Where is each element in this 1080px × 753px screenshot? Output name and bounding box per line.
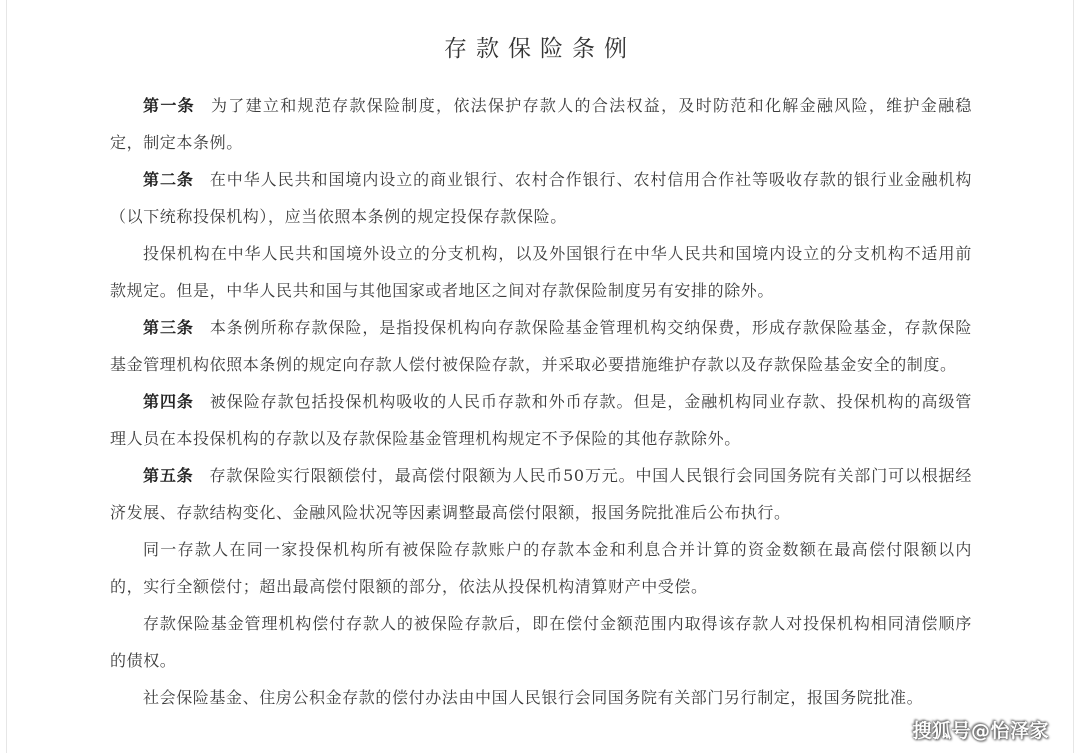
paragraph-text: 社会保险基金、住房公积金存款的偿付办法由中国人民银行会同国务院有关部门另行制定，报国务院批准。	[143, 688, 924, 707]
article-number: 第三条	[143, 318, 194, 337]
paragraph-text: 为了建立和规范存款保险制度，依法保护存款人的合法权益，及时防范和化解金融风险，维护金融稳定，制定本条例。	[110, 96, 972, 152]
paragraph-article-3	[110, 309, 972, 383]
paragraph-text: 本条例所称存款保险，是指投保机构向存款保险基金管理机构交纳保费，形成存款保险基金，存款保险基金管理机构依照本条例的规定向存款人偿付被保险存款，并采取必要措施维护存款以及存款保险基金安全的制度。	[110, 318, 972, 374]
paragraph-article-5-clause-4	[110, 679, 972, 716]
watermark-logo: 搜狐号@怡泽家	[912, 720, 1049, 742]
paragraph-text: 在中华人民共和国境内设立的商业银行、农村合作银行、农村信用合作社等吸收存款的银行业金融机构（以下统称投保机构），应当依照本条例的规定投保存款保险。	[110, 170, 972, 226]
paragraph-text: 存款保险实行限额偿付，最高偿付限额为人民币50万元。中国人民银行会同国务院有关部门可以根据经济发展、存款结构变化、金融风险状况等因素调整最高偿付限额，报国务院批准后公布执行。	[110, 466, 972, 522]
paragraph-article-5	[110, 457, 972, 531]
article-number: 第二条	[143, 170, 194, 189]
paragraph-article-1	[110, 87, 972, 161]
article-number: 第四条	[143, 392, 194, 411]
paragraph-article-2-clause-2	[110, 235, 972, 309]
paragraph-text: 投保机构在中华人民共和国境外设立的分支机构，以及外国银行在中华人民共和国境内设立的分支机构不适用前款规定。但是，中华人民共和国与其他国家或者地区之间对存款保险制度另有安排的除外。	[110, 244, 972, 300]
paragraph-article-4	[110, 383, 972, 457]
paragraph-text: 被保险存款包括投保机构吸收的人民币存款和外币存款。但是，金融机构同业存款、投保机构的高级管理人员在本投保机构的存款以及存款保险基金管理机构规定不予保险的其他存款除外。	[110, 392, 972, 448]
paragraph-article-5-clause-3	[110, 605, 972, 679]
paragraph-article-5-clause-2	[110, 531, 972, 605]
document-title: 存款保险条例	[444, 36, 636, 62]
article-number: 第五条	[143, 466, 194, 485]
paragraph-text: 同一存款人在同一家投保机构所有被保险存款账户的存款本金和利息合并计算的资金数额在最高偿付限额以内的，实行全额偿付；超出最高偿付限额的部分，依法从投保机构清算财产中受偿。	[110, 540, 972, 596]
document-page	[6, 0, 1074, 753]
paragraph-text: 存款保险基金管理机构偿付存款人的被保险存款后，即在偿付金额范围内取得该存款人对投保机构相同清偿顺序的债权。	[110, 614, 972, 670]
document-body	[110, 87, 972, 716]
paragraph-article-2	[110, 161, 972, 235]
article-number: 第一条	[143, 96, 195, 115]
